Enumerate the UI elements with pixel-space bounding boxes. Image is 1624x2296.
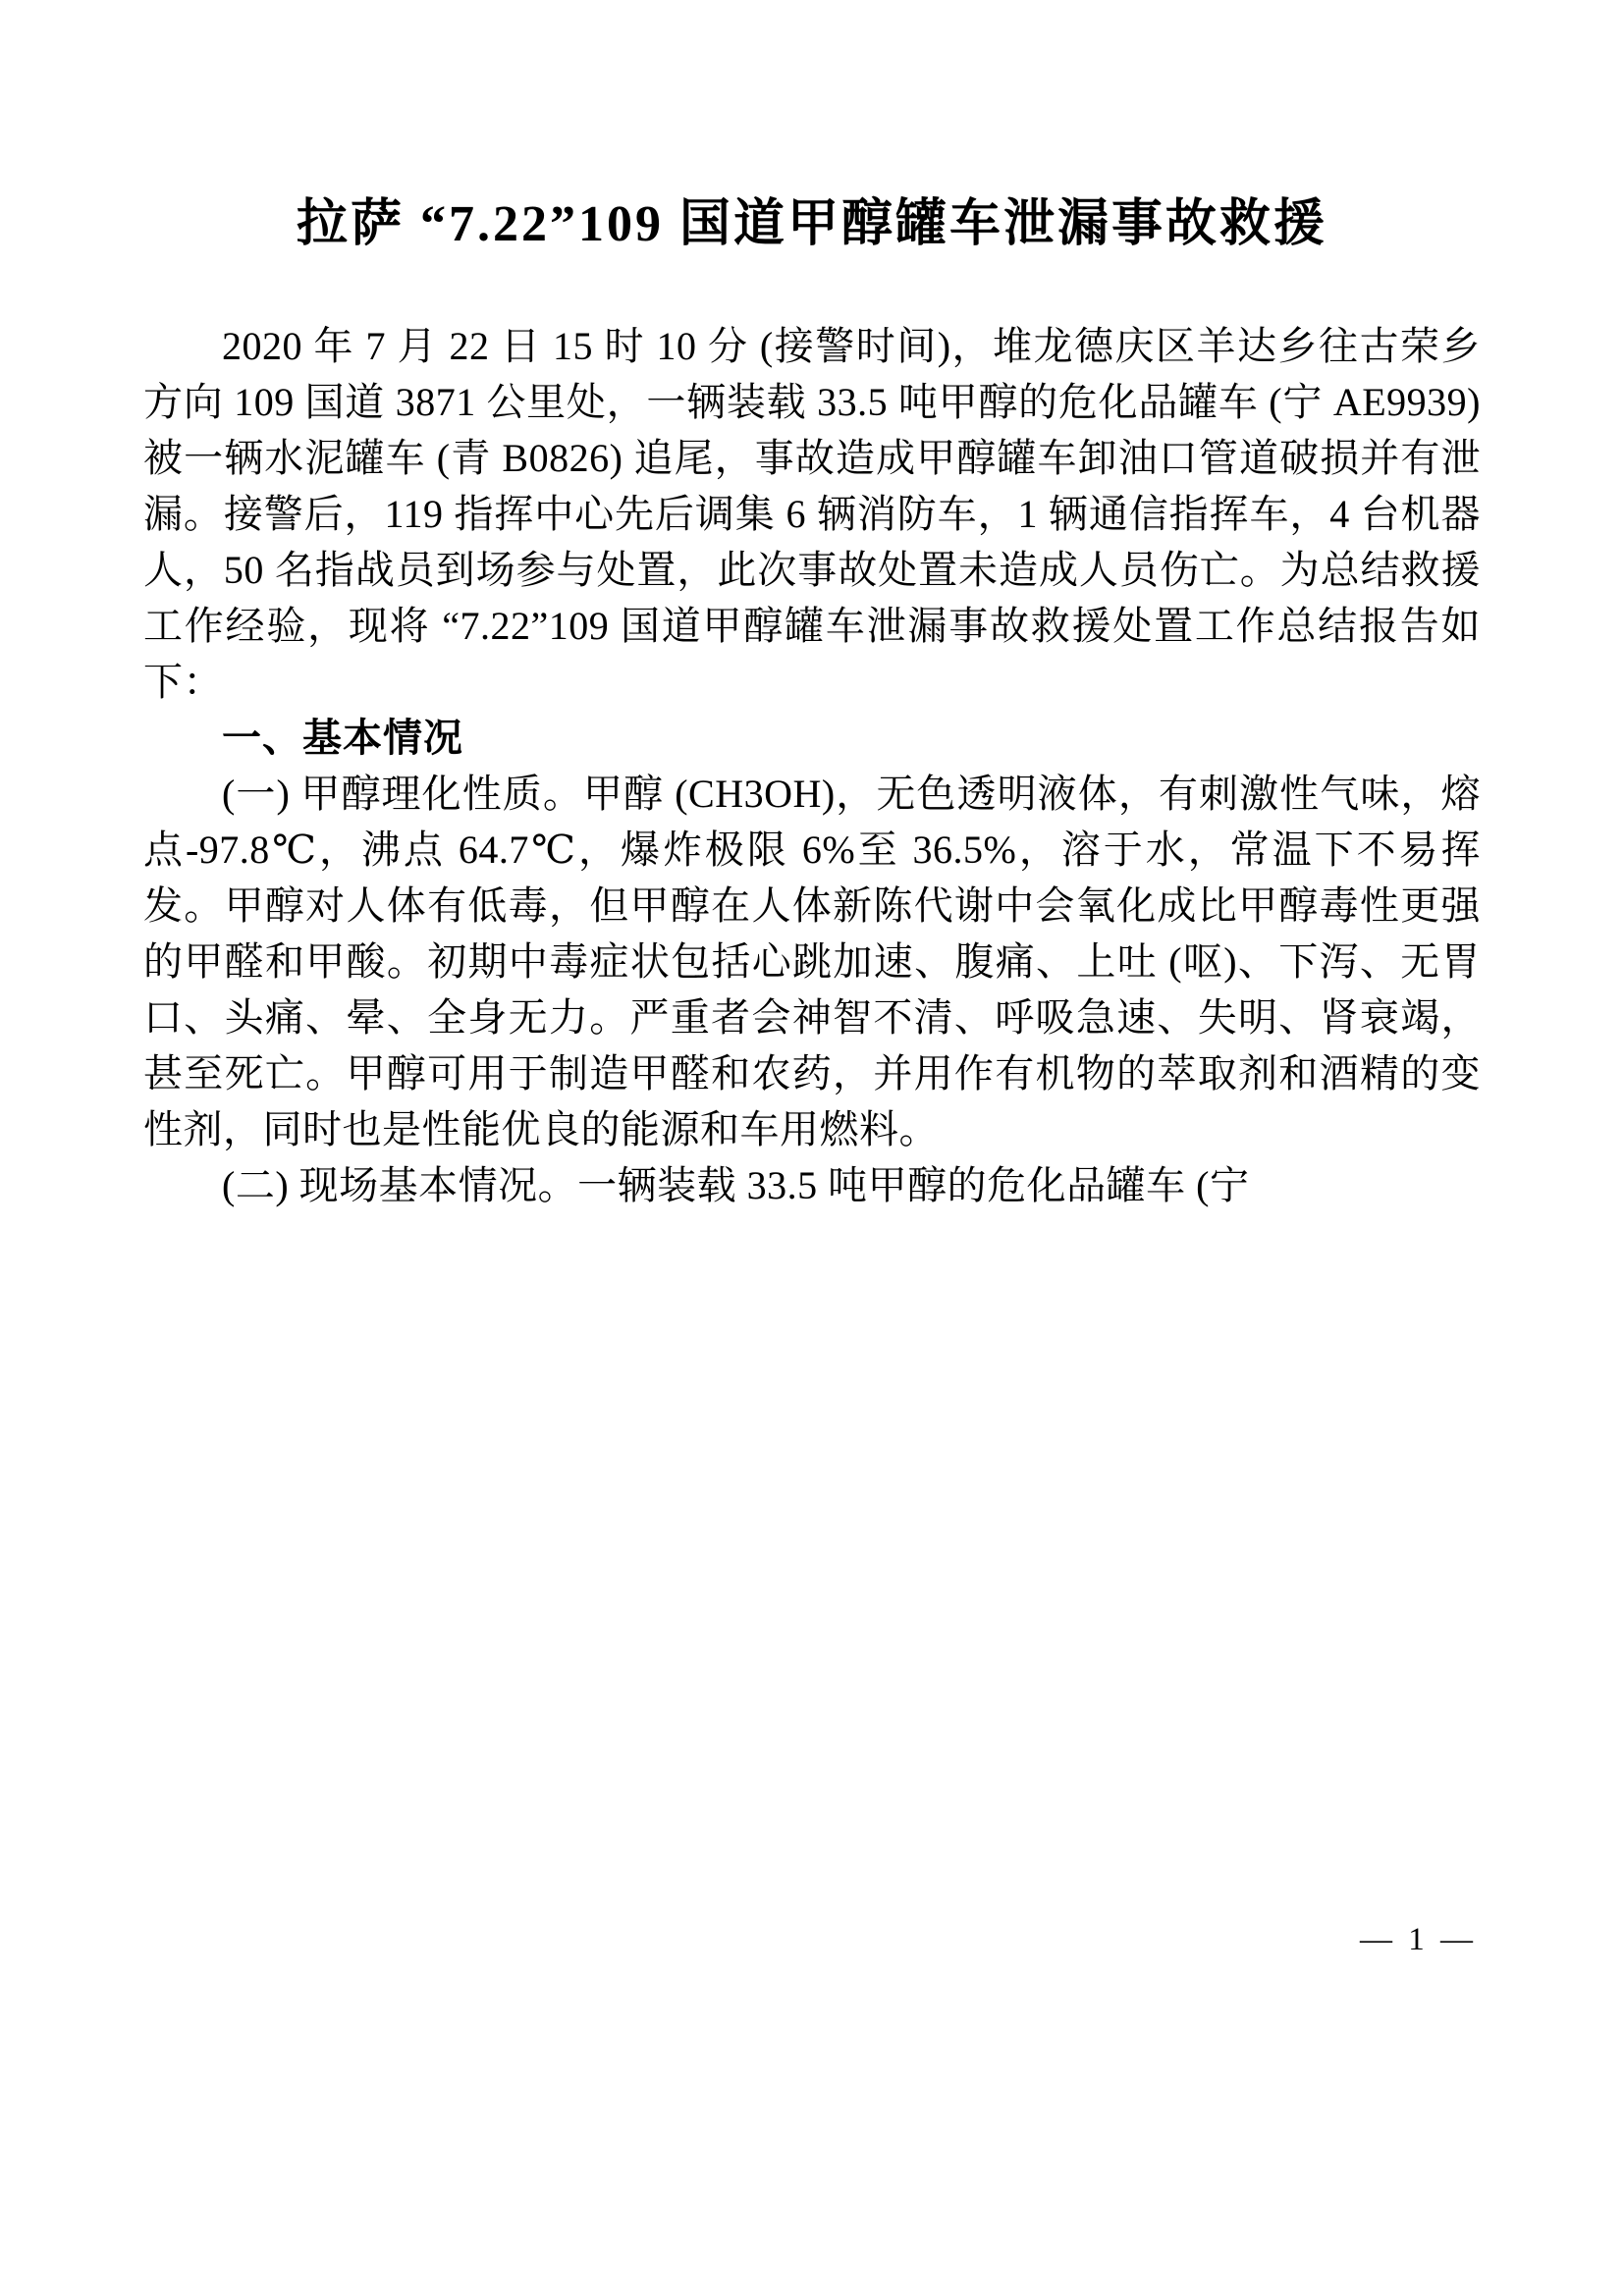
document-title: 拉萨 “7.22”109 国道甲醇罐车泄漏事故救援 [296,196,1327,252]
document-content [143,192,1481,1213]
body-paragraph-intro: 2020 年 7 月 22 日 15 时 10 分 (接警时间)，堆龙德庆区羊达乡往古荣乡方向 109 国道 3871 公里处，一辆装载 33.5 吨甲醇的危化品罐车 (宁 AE9939) 被一辆水泥罐车 (青 B0826) 追尾，事故造成甲醇罐车卸油口管道破损并有泄漏。接警后，119 指挥中心先后调集 6 辆消防车，1 辆通信指挥车，4 台机器人，50 名指战员到场参与处置，此次事故处置未造成人员伤亡。为总结救援工作经验，现将 “7.22”109 国道甲醇罐车泄漏事故救援处置工作总结报告如下： [143,324,1481,704]
body-paragraph-methanol-properties: (一) 甲醇理化性质。甲醇 (CH3OH)，无色透明液体，有刺激性气味，熔点-97.8℃，沸点 64.7℃，爆炸极限 6%至 36.5%，溶于水，常温下不易挥发。甲醇对人体有低毒，但甲醇在人体新陈代谢中会氧化成比甲醇毒性更强的甲醛和甲酸。初期中毒症状包括心跳加速、腹痛、上吐 (呕)、下泻、无胃口、头痛、晕、全身无力。严重者会神智不清、呼吸急速、失明、肾衰竭，甚至死亡。甲醇可用于制造甲醛和农药，并用作有机物的萃取剂和酒精的变性剂，同时也是性能优良的能源和车用燃料。 [143,772,1481,1151]
body-paragraph-scene-situation: (二) 现场基本情况。一辆装载 33.5 吨甲醇的危化品罐车 (宁 [222,1163,1250,1207]
section-heading-basic-situation: 一、基本情况 [222,716,463,760]
page-number: — 1 — [1360,1922,1477,1957]
